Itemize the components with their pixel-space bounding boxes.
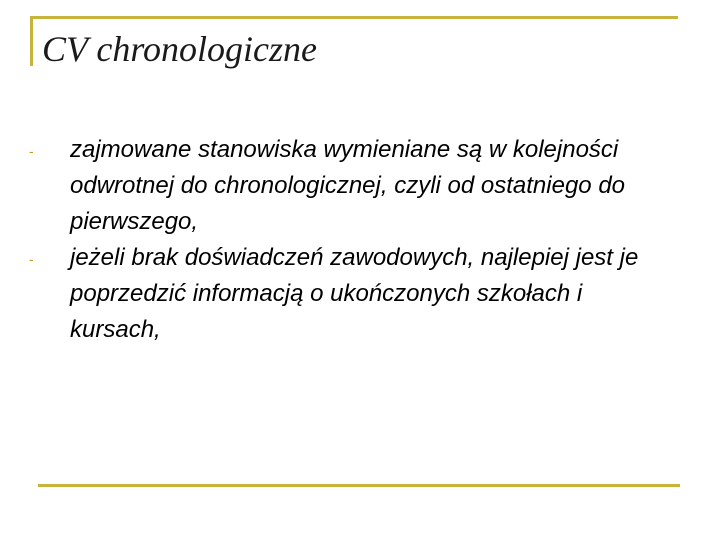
bullet-item <box>29 132 649 240</box>
bullet-dash-icon: - <box>29 251 34 267</box>
left-rule <box>30 16 33 66</box>
bullet-dash-icon: - <box>29 143 34 159</box>
bullet-item <box>29 240 649 348</box>
bullet-list <box>29 132 649 348</box>
bullet-text: jeżeli brak doświadczeń zawodowych, najlepiej jest je poprzedzić informacją o ukończonych szkołach i kursach, <box>70 244 639 343</box>
top-rule <box>33 16 678 19</box>
bottom-rule <box>38 484 680 487</box>
bullet-text: zajmowane stanowiska wymieniane są w kolejności odwrotnej do chronologicznej, czyli od ostatniego do pierwszego, <box>70 136 626 235</box>
slide-title: CV chronologiczne <box>42 29 317 69</box>
